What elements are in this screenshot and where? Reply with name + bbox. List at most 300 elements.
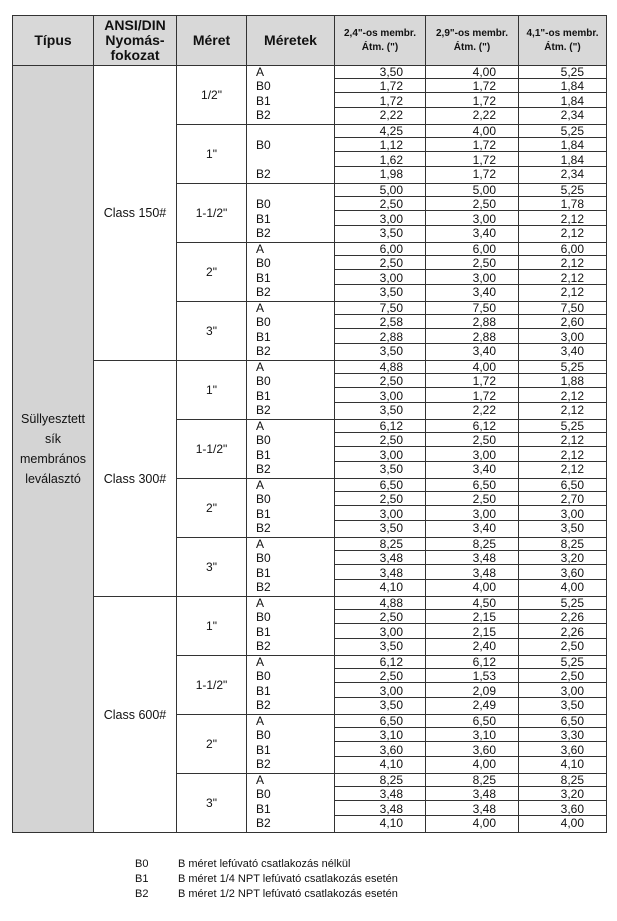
dimension-name-cell: [247, 774, 335, 833]
dimension-value: 3,50: [379, 226, 403, 240]
dimension-label: B2: [256, 816, 271, 830]
dimension-label: B0: [256, 551, 271, 565]
dimension-label: B2: [256, 521, 271, 535]
legend-item: [135, 857, 398, 872]
nominal-size-cell: 2": [177, 479, 247, 538]
nominal-size-cell: 3": [177, 774, 247, 833]
dimension-value: 4,00: [472, 757, 496, 771]
dimension-label: [247, 154, 334, 166]
dimension-label: A: [256, 419, 265, 433]
dimension-label: A: [256, 360, 265, 374]
dimension-value: 4,00: [426, 361, 518, 374]
cell-lines: [335, 597, 425, 655]
value-cell: [519, 243, 607, 302]
dimension-value: 2,50: [335, 611, 425, 624]
value-cell: [426, 302, 519, 361]
value-cell: [335, 125, 426, 184]
value-cell: [519, 715, 607, 774]
value-cell: [335, 774, 426, 833]
dimension-value: 3,48: [426, 567, 518, 580]
dimension-value: 1,84: [519, 80, 606, 93]
cell-lines: [519, 302, 606, 360]
dimension-value: 2,50: [426, 257, 518, 270]
dimension-value: 1,84: [519, 139, 606, 152]
type-label-line: Süllyesztett: [21, 412, 85, 426]
dimension-value: 1,84: [519, 154, 606, 167]
cell-lines: [247, 361, 334, 419]
dimension-label: B1: [256, 212, 271, 226]
dimension-value: 4,00: [426, 66, 518, 79]
dimension-value: 3,50: [560, 521, 584, 535]
dimension-value: 3,50: [560, 698, 584, 712]
dimension-value: 6,50: [335, 715, 425, 728]
type-cell: [13, 66, 94, 833]
cell-lines: [426, 479, 518, 537]
dimension-value: 2,15: [426, 611, 518, 624]
dimension-value: 3,60: [519, 567, 606, 580]
cell-lines: [247, 656, 334, 714]
dimension-value: 3,20: [519, 788, 606, 801]
dimension-value: 2,34: [560, 167, 584, 181]
dimension-value: 1,78: [519, 198, 606, 211]
dimension-value: 1,53: [426, 670, 518, 683]
dimension-value: 3,40: [560, 344, 584, 358]
value-cell: [335, 420, 426, 479]
header-type: Típus: [13, 16, 94, 66]
dimension-value: 4,00: [560, 816, 584, 830]
dimension-value: 3,40: [472, 521, 496, 535]
legend-code: B1: [135, 873, 149, 885]
cell-lines: [335, 125, 425, 183]
cell-lines: [426, 656, 518, 714]
dimension-value: 1,72: [426, 390, 518, 403]
dimension-label: B1: [256, 330, 271, 344]
dimension-value: 2,50: [426, 198, 518, 211]
nominal-size-cell: 3": [177, 538, 247, 597]
dimension-value: 2,12: [519, 213, 606, 226]
header-dims: Méretek: [247, 16, 335, 66]
cell-lines: [247, 479, 334, 537]
legend-item: [135, 887, 398, 902]
cell-lines: [247, 774, 334, 832]
dimension-value: 3,00: [335, 449, 425, 462]
nominal-size-cell: 1-1/2": [177, 184, 247, 243]
dimension-value: 3,48: [335, 567, 425, 580]
value-cell: [519, 479, 607, 538]
cell-lines: [247, 538, 334, 596]
dimension-value: 3,00: [335, 508, 425, 521]
value-cell: [335, 715, 426, 774]
dimension-value: 2,22: [472, 403, 496, 417]
dimension-value: 2,12: [560, 403, 584, 417]
value-cell: [335, 361, 426, 420]
dimension-value: 5,25: [519, 361, 606, 374]
cell-lines: [519, 125, 606, 183]
legend-text: B méret 1/2 NPT lefúvató csatlakozás esetén: [178, 888, 398, 900]
dimension-value: 6,50: [426, 479, 518, 492]
cell-lines: [519, 774, 606, 832]
dimension-label: B0: [256, 728, 271, 742]
dimension-value: 1,84: [519, 95, 606, 108]
cell-lines: [426, 66, 518, 124]
dimension-value: 2,60: [519, 316, 606, 329]
dimension-value: 3,40: [472, 462, 496, 476]
header-row: [13, 16, 607, 66]
cell-lines: [335, 420, 425, 478]
dimension-value: 4,00: [426, 125, 518, 138]
dimension-label: B1: [256, 271, 271, 285]
value-cell: [426, 243, 519, 302]
dimension-value: 6,50: [335, 479, 425, 492]
value-cell: [519, 66, 607, 125]
dimension-value: 3,48: [335, 803, 425, 816]
dimension-label: B0: [256, 433, 271, 447]
cell-lines: [247, 184, 334, 242]
value-cell: [335, 656, 426, 715]
dimension-value: 2,88: [426, 331, 518, 344]
value-cell: [426, 479, 519, 538]
size-group-row: [13, 597, 607, 656]
dimension-value: 1,72: [426, 375, 518, 388]
dimension-value: 5,25: [519, 184, 606, 197]
value-cell: [335, 479, 426, 538]
dimension-value: 1,72: [426, 95, 518, 108]
dimension-value: 5,25: [519, 656, 606, 669]
size-group-row: [13, 361, 607, 420]
value-cell: [335, 66, 426, 125]
dimension-value: 3,50: [379, 521, 403, 535]
nominal-size-cell: 1": [177, 125, 247, 184]
dimension-value: 3,00: [519, 508, 606, 521]
dimension-value: 5,25: [519, 66, 606, 79]
dimension-value: 8,25: [426, 774, 518, 787]
dimension-name-cell: [247, 125, 335, 184]
pressure-class-cell: Class 300#: [94, 361, 177, 597]
dimension-value: 2,50: [335, 257, 425, 270]
legend-text: B méret lefúvató csatlakozás nélkül: [178, 858, 351, 870]
cell-lines: [335, 184, 425, 242]
dimension-value: 3,60: [519, 744, 606, 757]
dimension-label: B1: [256, 566, 271, 580]
cell-lines: [519, 361, 606, 419]
type-label-line: membrános: [20, 452, 86, 466]
dimension-value: 5,25: [519, 420, 606, 433]
cell-lines: [426, 538, 518, 596]
dimension-label: B2: [256, 757, 271, 771]
dimension-value: 4,10: [560, 757, 584, 771]
dimension-value: 8,25: [335, 538, 425, 551]
dimension-value: 3,00: [335, 390, 425, 403]
type-label-line: sík: [45, 432, 61, 446]
value-cell: [426, 66, 519, 125]
value-cell: [426, 538, 519, 597]
dimension-value: 1,62: [335, 154, 425, 167]
value-cell: [335, 184, 426, 243]
dimension-value: 8,25: [519, 774, 606, 787]
dimension-value: 4,00: [560, 580, 584, 594]
cell-lines: [426, 361, 518, 419]
dimension-value: 4,10: [379, 757, 403, 771]
value-cell: [426, 656, 519, 715]
dimension-value: 3,50: [379, 639, 403, 653]
dimension-label: B0: [256, 256, 271, 270]
cell-lines: [519, 538, 606, 596]
cell-lines: [247, 715, 334, 773]
value-cell: [335, 538, 426, 597]
dimension-name-cell: [247, 184, 335, 243]
dimension-value: 3,00: [519, 331, 606, 344]
dimension-value: 8,25: [335, 774, 425, 787]
dimension-value: 6,00: [519, 243, 606, 256]
dimension-value: 4,25: [335, 125, 425, 138]
value-cell: [519, 597, 607, 656]
dimension-table: [12, 15, 607, 833]
dimension-name-cell: [247, 66, 335, 125]
cell-lines: [519, 184, 606, 242]
dimension-label: B0: [256, 492, 271, 506]
dimension-value: 2,12: [519, 434, 606, 447]
cell-lines: [519, 66, 606, 124]
dimension-name-cell: [247, 361, 335, 420]
cell-lines: [247, 125, 334, 183]
dimension-value: 3,60: [426, 744, 518, 757]
dimension-value: 2,12: [560, 226, 584, 240]
cell-lines: [426, 715, 518, 773]
nominal-size-cell: 1-1/2": [177, 656, 247, 715]
dimension-value: 2,12: [519, 272, 606, 285]
dimension-label: B2: [256, 108, 271, 122]
legend: [135, 857, 398, 902]
cell-lines: [426, 302, 518, 360]
dimension-value: 4,00: [472, 580, 496, 594]
dimension-value: 1,72: [426, 154, 518, 167]
dimension-value: 3,48: [335, 552, 425, 565]
nominal-size-cell: 2": [177, 715, 247, 774]
value-cell: [519, 420, 607, 479]
dimension-value: 2,12: [519, 449, 606, 462]
dimension-name-cell: [247, 715, 335, 774]
cell-lines: [426, 125, 518, 183]
cell-lines: [426, 420, 518, 478]
dimension-value: 3,60: [519, 803, 606, 816]
dimension-value: 3,50: [379, 285, 403, 299]
dimension-label: B2: [256, 285, 271, 299]
dimension-value: 8,25: [519, 538, 606, 551]
dimension-value: 1,72: [426, 139, 518, 152]
dimension-label: B0: [256, 374, 271, 388]
dimension-label: B0: [256, 197, 271, 211]
value-cell: [519, 656, 607, 715]
dimension-value: 3,48: [335, 788, 425, 801]
cell-lines: [519, 715, 606, 773]
dimension-value: 3,48: [426, 803, 518, 816]
value-cell: [426, 184, 519, 243]
dimension-value: 2,50: [335, 493, 425, 506]
dimension-label: B0: [256, 79, 271, 93]
value-cell: [335, 243, 426, 302]
cell-lines: [335, 361, 425, 419]
dimension-label: A: [256, 478, 265, 492]
dimension-value: 6,12: [426, 656, 518, 669]
dimension-value: 2,88: [335, 331, 425, 344]
dimension-value: 1,72: [426, 80, 518, 93]
dimension-value: 5,25: [519, 125, 606, 138]
dimension-label: B0: [256, 787, 271, 801]
legend-code: B0: [135, 858, 149, 870]
nominal-size-cell: 3": [177, 302, 247, 361]
table-body: [13, 66, 607, 833]
dimension-value: 3,60: [335, 744, 425, 757]
cell-lines: [335, 715, 425, 773]
dimension-name-cell: [247, 538, 335, 597]
dimension-label: [247, 184, 334, 196]
dimension-label: B1: [256, 743, 271, 757]
cell-lines: [519, 420, 606, 478]
cell-lines: [519, 479, 606, 537]
value-cell: [426, 715, 519, 774]
dimension-value: 3,20: [519, 552, 606, 565]
nominal-size-cell: 1": [177, 597, 247, 656]
dimension-name-cell: [247, 479, 335, 538]
dimension-value: 2,09: [426, 685, 518, 698]
dimension-label: B1: [256, 802, 271, 816]
nominal-size-cell: 1-1/2": [177, 420, 247, 479]
dimension-label: [247, 125, 334, 137]
dimension-value: 6,12: [335, 656, 425, 669]
dimension-value: 6,00: [426, 243, 518, 256]
dimension-value: 7,50: [426, 302, 518, 315]
dimension-value: 3,10: [426, 729, 518, 742]
dimension-value: 1,98: [379, 167, 403, 181]
dimension-label: A: [256, 714, 265, 728]
dimension-value: 3,10: [335, 729, 425, 742]
dimension-value: 3,00: [519, 685, 606, 698]
dimension-value: 2,50: [335, 375, 425, 388]
value-cell: [519, 538, 607, 597]
value-cell: [426, 420, 519, 479]
value-cell: [519, 302, 607, 361]
spec-sheet: [12, 15, 606, 833]
value-cell: [519, 774, 607, 833]
dimension-value: 1,72: [472, 167, 496, 181]
dimension-label: B1: [256, 507, 271, 521]
dimension-value: 6,50: [519, 715, 606, 728]
dimension-label: A: [256, 537, 265, 551]
cell-lines: [426, 774, 518, 832]
dimension-label: B2: [256, 344, 271, 358]
value-cell: [335, 597, 426, 656]
header-membrane-2-9: 2,9"-os membr. Átm. ("): [426, 16, 519, 66]
dimension-value: 1,12: [335, 139, 425, 152]
header-membrane-2-4: 2,4"-os membr. Átm. ("): [335, 16, 426, 66]
cell-lines: [335, 774, 425, 832]
dimension-name-cell: [247, 597, 335, 656]
dimension-value: 3,50: [335, 66, 425, 79]
dimension-value: 5,00: [335, 184, 425, 197]
dimension-value: 6,12: [426, 420, 518, 433]
dimension-value: 3,50: [379, 344, 403, 358]
cell-lines: [335, 66, 425, 124]
dimension-value: 2,34: [560, 108, 584, 122]
cell-lines: [335, 479, 425, 537]
dimension-value: 3,00: [426, 272, 518, 285]
dimension-value: 2,50: [519, 670, 606, 683]
dimension-value: 2,22: [379, 108, 403, 122]
dimension-label: A: [256, 773, 265, 787]
value-cell: [426, 774, 519, 833]
dimension-label: B0: [256, 315, 271, 329]
dimension-value: 2,58: [335, 316, 425, 329]
dimension-label: B1: [256, 448, 271, 462]
cell-lines: [335, 538, 425, 596]
dimension-value: 2,40: [472, 639, 496, 653]
dimension-value: 3,00: [426, 508, 518, 521]
dimension-value: 3,50: [379, 462, 403, 476]
dimension-value: 3,50: [379, 403, 403, 417]
dimension-value: 2,50: [426, 434, 518, 447]
dimension-name-cell: [247, 656, 335, 715]
dimension-value: 3,40: [472, 285, 496, 299]
dimension-label: A: [256, 242, 265, 256]
dimension-label: B1: [256, 94, 271, 108]
dimension-label: A: [256, 655, 265, 669]
dimension-value: 2,12: [519, 257, 606, 270]
dimension-label: B2: [256, 580, 271, 594]
size-group-row: [13, 66, 607, 125]
dimension-label: B0: [256, 669, 271, 683]
dimension-label: B2: [256, 462, 271, 476]
dimension-value: 3,30: [519, 729, 606, 742]
header-size: Méret: [177, 16, 247, 66]
dimension-label: B1: [256, 625, 271, 639]
header-pressure: ANSI/DIN Nyomás- fokozat: [94, 16, 177, 66]
nominal-size-cell: 1/2": [177, 66, 247, 125]
cell-lines: [519, 597, 606, 655]
cell-lines: [335, 302, 425, 360]
dimension-value: 6,50: [519, 479, 606, 492]
cell-lines: [426, 597, 518, 655]
cell-lines: [247, 597, 334, 655]
dimension-value: 4,00: [472, 816, 496, 830]
header-membrane-4-1: 4,1"-os membr. Átm. ("): [519, 16, 607, 66]
dimension-value: 1,72: [335, 80, 425, 93]
dimension-value: 3,00: [335, 685, 425, 698]
dimension-value: 6,50: [426, 715, 518, 728]
dimension-label: B2: [256, 639, 271, 653]
dimension-value: 4,88: [335, 597, 425, 610]
dimension-value: 1,72: [335, 95, 425, 108]
dimension-value: 7,50: [335, 302, 425, 315]
dimension-value: 2,50: [335, 198, 425, 211]
dimension-value: 4,10: [379, 580, 403, 594]
dimension-value: 4,10: [379, 816, 403, 830]
pressure-class-cell: Class 600#: [94, 597, 177, 833]
dimension-value: 6,00: [335, 243, 425, 256]
dimension-label: A: [256, 596, 265, 610]
cell-lines: [247, 302, 334, 360]
dimension-name-cell: [247, 420, 335, 479]
dimension-label: B2: [256, 167, 271, 181]
dimension-label: A: [256, 301, 265, 315]
dimension-value: 5,25: [519, 597, 606, 610]
dimension-value: 2,12: [560, 462, 584, 476]
dimension-value: 5,00: [426, 184, 518, 197]
dimension-value: 3,00: [426, 213, 518, 226]
cell-lines: [247, 420, 334, 478]
type-label-line: leválasztó: [25, 472, 81, 486]
dimension-value: 2,50: [426, 493, 518, 506]
dimension-label: B2: [256, 403, 271, 417]
